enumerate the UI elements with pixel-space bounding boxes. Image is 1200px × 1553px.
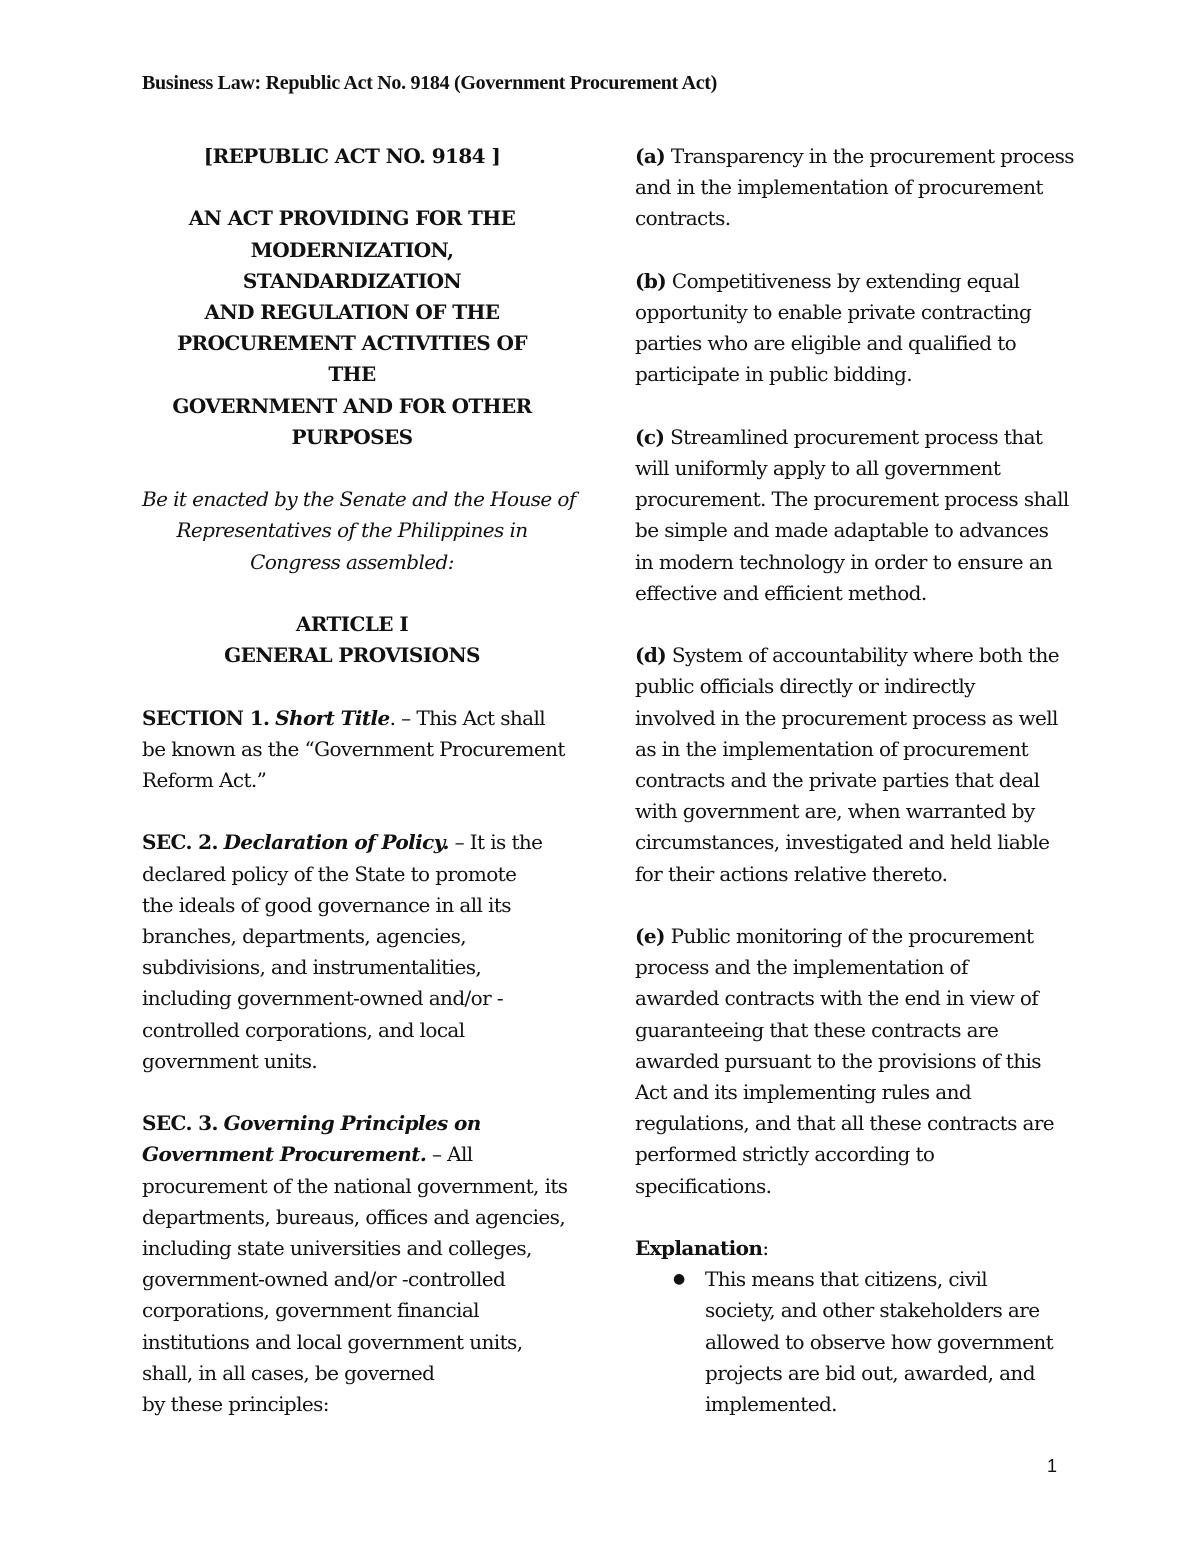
section-3-dash: – All bbox=[426, 1142, 473, 1167]
principle-line: opportunity to enable private contracting bbox=[635, 300, 1032, 324]
enacting-clause bbox=[142, 484, 576, 578]
act-number: [REPUBLIC ACT NO. 9184 ] bbox=[203, 144, 501, 168]
principle-e bbox=[635, 921, 1075, 1202]
explanation-heading bbox=[635, 1233, 1075, 1264]
principle-d bbox=[635, 640, 1075, 890]
section-3-line: departments, bureaus, offices and agencies, bbox=[142, 1204, 566, 1229]
principle-line: and in the implementation of procurement bbox=[635, 175, 1043, 200]
section-3-title-cont: Government Procurement. bbox=[142, 1142, 427, 1167]
principle-line: specifications. bbox=[635, 1173, 772, 1198]
right-column bbox=[635, 141, 1075, 1420]
principle-first-line bbox=[635, 422, 1075, 453]
principle-text: Transparency in the procurement process bbox=[665, 144, 1074, 168]
enacting-line: Representatives of the Philippines in bbox=[176, 518, 528, 543]
principle-text: Competitiveness by extending equal bbox=[666, 268, 1020, 293]
section-2-line: controlled corporations, and local bbox=[142, 1017, 465, 1042]
principle-text: System of accountability where both the bbox=[666, 643, 1059, 668]
act-title-line: PROCUREMENT ACTIVITIES OF bbox=[177, 331, 527, 356]
principle-first-line bbox=[635, 141, 1075, 172]
section-2-line: branches, departments, agencies, bbox=[142, 924, 467, 948]
section-3-line: shall, in all cases, be governed bbox=[142, 1360, 435, 1385]
principle-b bbox=[635, 266, 1075, 391]
principle-label: (a) bbox=[635, 144, 666, 168]
section-3-first-line bbox=[142, 1108, 562, 1139]
act-title-line: STANDARDIZATION bbox=[242, 268, 462, 293]
principle-first-line bbox=[635, 921, 1075, 952]
act-title-line: AND REGULATION OF THE bbox=[204, 300, 500, 324]
explanation-bullet bbox=[635, 1264, 1075, 1420]
principle-line: will uniformly apply to all government bbox=[635, 456, 1001, 480]
act-title bbox=[142, 203, 562, 453]
section-2-title: Declaration of Policy. bbox=[223, 830, 449, 855]
act-title-line: AN ACT PROVIDING FOR THE bbox=[188, 206, 516, 231]
principle-first-line bbox=[635, 266, 1075, 297]
section-3-line: including state universities and colleges, bbox=[142, 1236, 532, 1261]
principle-first-line bbox=[635, 640, 1075, 671]
bullet-line: projects are bid out, awarded, and bbox=[705, 1360, 1035, 1385]
article-title: GENERAL PROVISIONS bbox=[224, 643, 480, 668]
section-1-line: Reform Act.” bbox=[142, 768, 267, 792]
principle-text: Public monitoring of the procurement bbox=[664, 924, 1034, 949]
principle-label: (e) bbox=[635, 924, 665, 949]
page-number: 1 bbox=[1047, 1456, 1058, 1476]
principle-line: procurement. The procurement process shall bbox=[635, 487, 1069, 512]
principle-c bbox=[635, 422, 1075, 609]
principle-line: awarded contracts with the end in view of bbox=[635, 986, 1039, 1011]
enacting-line: Be it enacted by the Senate and the House of bbox=[142, 487, 576, 512]
article-number: ARTICLE I bbox=[295, 612, 409, 636]
section-3-title: Governing Principles on bbox=[223, 1111, 481, 1136]
section-3-label: SEC. 3. bbox=[142, 1111, 218, 1136]
principle-line: with government are, when warranted by bbox=[635, 799, 1035, 824]
section-3-line: by these principles: bbox=[142, 1392, 329, 1417]
section-1-line: be known as the “Government Procurement bbox=[142, 736, 565, 761]
section-3 bbox=[142, 1108, 568, 1420]
section-2 bbox=[142, 827, 562, 1077]
section-1-title: Short Title bbox=[275, 705, 390, 730]
bullet-icon: ● bbox=[673, 1271, 685, 1288]
section-1 bbox=[142, 703, 565, 797]
principle-line: performed strictly according to bbox=[635, 1142, 935, 1167]
explanation bbox=[635, 1233, 1075, 1420]
principle-line: contracts and the private parties that deal bbox=[635, 768, 1040, 793]
principle-line: circumstances, investigated and held liable bbox=[635, 830, 1050, 855]
principle-a bbox=[635, 141, 1075, 235]
article-heading bbox=[142, 609, 562, 671]
section-1-label: SECTION 1. bbox=[142, 705, 270, 730]
section-2-line: including government-owned and/or - bbox=[142, 986, 503, 1011]
principle-line: guaranteeing that these contracts are bbox=[635, 1017, 999, 1042]
explanation-label: Explanation bbox=[635, 1236, 763, 1261]
explanation-colon: : bbox=[762, 1236, 769, 1261]
section-3-line: procurement of the national government, its bbox=[142, 1173, 568, 1198]
principle-label: (b) bbox=[635, 268, 667, 293]
section-2-first-line bbox=[142, 827, 562, 858]
principle-line: contracts. bbox=[635, 206, 731, 231]
act-title-line: MODERNIZATION, bbox=[250, 237, 454, 262]
section-3-second-line bbox=[142, 1139, 562, 1170]
bullet-line: society, and other stakeholders are bbox=[705, 1298, 1040, 1323]
section-1-dash: . – This Act shall bbox=[389, 705, 546, 730]
section-2-line: declared policy of the State to promote bbox=[142, 861, 517, 886]
principle-line: process and the implementation of bbox=[635, 955, 968, 980]
principle-label: (d) bbox=[635, 643, 667, 668]
page-header: Business Law: Republic Act No. 9184 (Government Procurement Act) bbox=[142, 72, 718, 94]
principle-label: (c) bbox=[635, 424, 665, 449]
principle-line: effective and efficient method. bbox=[635, 580, 927, 605]
section-3-line: corporations, government financial bbox=[142, 1298, 479, 1323]
principle-line: participate in public bidding. bbox=[635, 362, 912, 387]
principle-text: Streamlined procurement process that bbox=[664, 424, 1043, 449]
principle-line: awarded pursuant to the provisions of this bbox=[635, 1048, 1041, 1073]
section-2-line: government units. bbox=[142, 1048, 318, 1073]
principle-line: in modern technology in order to ensure an bbox=[635, 549, 1053, 574]
bullet-line: This means that citizens, civil bbox=[705, 1267, 988, 1292]
principle-line: public officials directly or indirectly bbox=[635, 674, 975, 699]
section-2-label: SEC. 2. bbox=[142, 830, 218, 855]
principle-line: for their actions relative thereto. bbox=[635, 861, 948, 886]
bullet-line: implemented. bbox=[705, 1392, 837, 1417]
enacting-line: Congress assembled: bbox=[250, 549, 454, 574]
principle-line: Act and its implementing rules and bbox=[635, 1080, 972, 1105]
section-3-line: government-owned and/or -controlled bbox=[142, 1267, 506, 1292]
principle-line: regulations, and that all these contracts are bbox=[635, 1111, 1055, 1136]
section-1-first-line bbox=[142, 703, 562, 734]
section-3-line: institutions and local government units, bbox=[142, 1329, 523, 1354]
act-title-line: PURPOSES bbox=[291, 424, 413, 449]
principle-line: as in the implementation of procurement bbox=[635, 736, 1029, 761]
act-title-line: GOVERNMENT AND FOR OTHER bbox=[172, 393, 532, 418]
section-2-line: subdivisions, and instrumentalities, bbox=[142, 955, 482, 980]
bullet-line: allowed to observe how government bbox=[705, 1329, 1054, 1354]
section-2-line: the ideals of good governance in all its bbox=[142, 892, 511, 917]
left-column bbox=[142, 141, 576, 1451]
principle-line: parties who are eligible and qualified to bbox=[635, 331, 1017, 356]
principle-line: involved in the procurement process as well bbox=[635, 705, 1058, 730]
principle-line: be simple and made adaptable to advances bbox=[635, 518, 1049, 543]
act-title-line: THE bbox=[328, 362, 376, 387]
section-2-dash: – It is the bbox=[448, 830, 543, 855]
